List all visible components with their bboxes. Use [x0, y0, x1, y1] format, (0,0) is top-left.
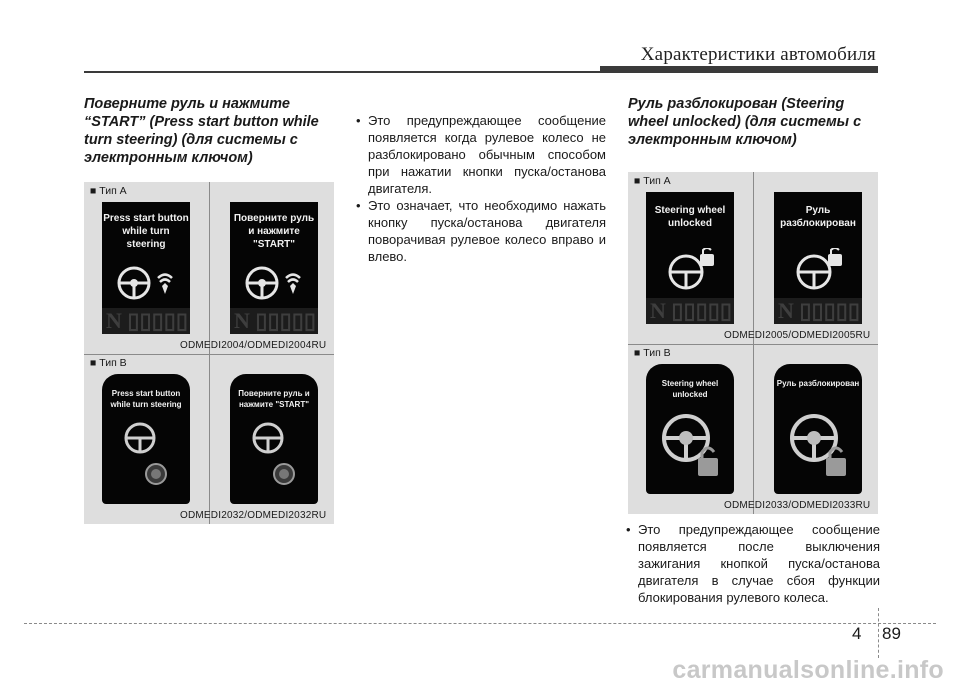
- steering-unlock-icon: [786, 408, 850, 488]
- cluster-screen-type-a-ru: [774, 192, 862, 324]
- figure-steering-unlocked: [628, 172, 878, 514]
- page-number: 89: [882, 624, 901, 643]
- right-column-text: [624, 521, 880, 606]
- figure-type-a-label: ■ Тип A: [90, 185, 127, 197]
- watermark: carmanualsonline.info: [672, 656, 944, 684]
- cluster-screen-type-a-ru: [230, 202, 318, 334]
- screen-gear-strip: N ▯▯▯▯▯: [230, 308, 318, 334]
- cluster-screen-type-a-en: [102, 202, 190, 334]
- footer-rule: [24, 623, 936, 624]
- screen-message: Steering wheel unlocked: [654, 205, 726, 229]
- figure-type-b-label: ■ Тип B: [90, 357, 127, 369]
- figure-divider: [628, 344, 878, 345]
- steering-unlock-icon: [792, 248, 846, 292]
- screen-gear-strip: N ▯▯▯▯▯: [646, 298, 734, 324]
- middle-column-text: [354, 112, 606, 265]
- cluster-screen-type-b-en: [646, 364, 734, 494]
- figure-divider: [753, 172, 754, 514]
- chapter-number: 4: [852, 624, 862, 643]
- figure-turn-steering: [84, 182, 334, 524]
- cluster-screen-type-b-ru: [774, 364, 862, 494]
- figure-type-b-label: ■ Тип B: [634, 347, 671, 359]
- screen-message: Press start button while turn steering: [103, 213, 189, 250]
- cluster-screen-type-b-en: [102, 374, 190, 504]
- screen-message: Руль разблокирован: [780, 205, 856, 229]
- screen-message: Steering wheel unlocked: [661, 379, 719, 399]
- screen-message: Press start button while turn steering: [110, 389, 182, 409]
- figure-code-type-b: ODMEDI2033/ODMEDI2033RU: [724, 500, 871, 511]
- bullet-item: • Это предупреждающее сообщение появляется после выключения зажигания кнопкой пуска/останова двигателя в случае сбоя функции блокирования рулевого колеса.: [624, 521, 880, 606]
- screen-gear-strip: N ▯▯▯▯▯: [102, 308, 190, 334]
- bullet-item: • Это предупреждающее сообщение появляется когда рулевое колесо не разблокировано обычным способом при нажатии кнопки пуска/останова двигателя.: [354, 112, 606, 197]
- footer-divider: [878, 608, 879, 658]
- steering-unlock-icon: [658, 408, 722, 488]
- steering-wheel-button-icon: [120, 418, 172, 498]
- screen-message: Поверните руль и нажмите "START": [238, 389, 310, 409]
- figure-divider: [209, 182, 210, 524]
- cluster-screen-type-a-en: [646, 192, 734, 324]
- cluster-screen-type-b-ru: [230, 374, 318, 504]
- screen-message: Руль разблокирован: [776, 379, 860, 388]
- header-rule-accent: [600, 66, 878, 73]
- steering-wheel-button-icon: [248, 418, 300, 498]
- chapter-title: Характеристики автомобиля: [640, 44, 876, 65]
- figure-divider: [84, 354, 334, 355]
- steering-wheel-icon: [242, 264, 306, 302]
- screen-message: Поверните руль и нажмите "START": [233, 213, 315, 250]
- bullet-item: • Это означает, что необходимо нажать кнопку пуска/останова двигателя поворачивая рулевое колесо вправо и влево.: [354, 197, 606, 265]
- header-rule: [84, 71, 604, 73]
- figure-code-type-a: ODMEDI2004/ODMEDI2004RU: [180, 340, 327, 351]
- steering-wheel-icon: [114, 264, 178, 302]
- screen-gear-strip: N ▯▯▯▯▯: [774, 298, 862, 324]
- steering-unlock-icon: [664, 248, 718, 292]
- figure-type-a-label: ■ Тип A: [634, 175, 671, 187]
- section-heading-steering-unlocked: Руль разблокирован (Steering wheel unlocked) (для системы с электронным ключом): [628, 96, 862, 148]
- figure-code-type-b: ODMEDI2032/ODMEDI2032RU: [180, 510, 327, 521]
- figure-code-type-a: ODMEDI2005/ODMEDI2005RU: [724, 330, 871, 341]
- section-heading-turn-steering: Поверните руль и нажмите “START” (Press start button while turn steering) (для системы с электронным ключом): [84, 96, 319, 166]
